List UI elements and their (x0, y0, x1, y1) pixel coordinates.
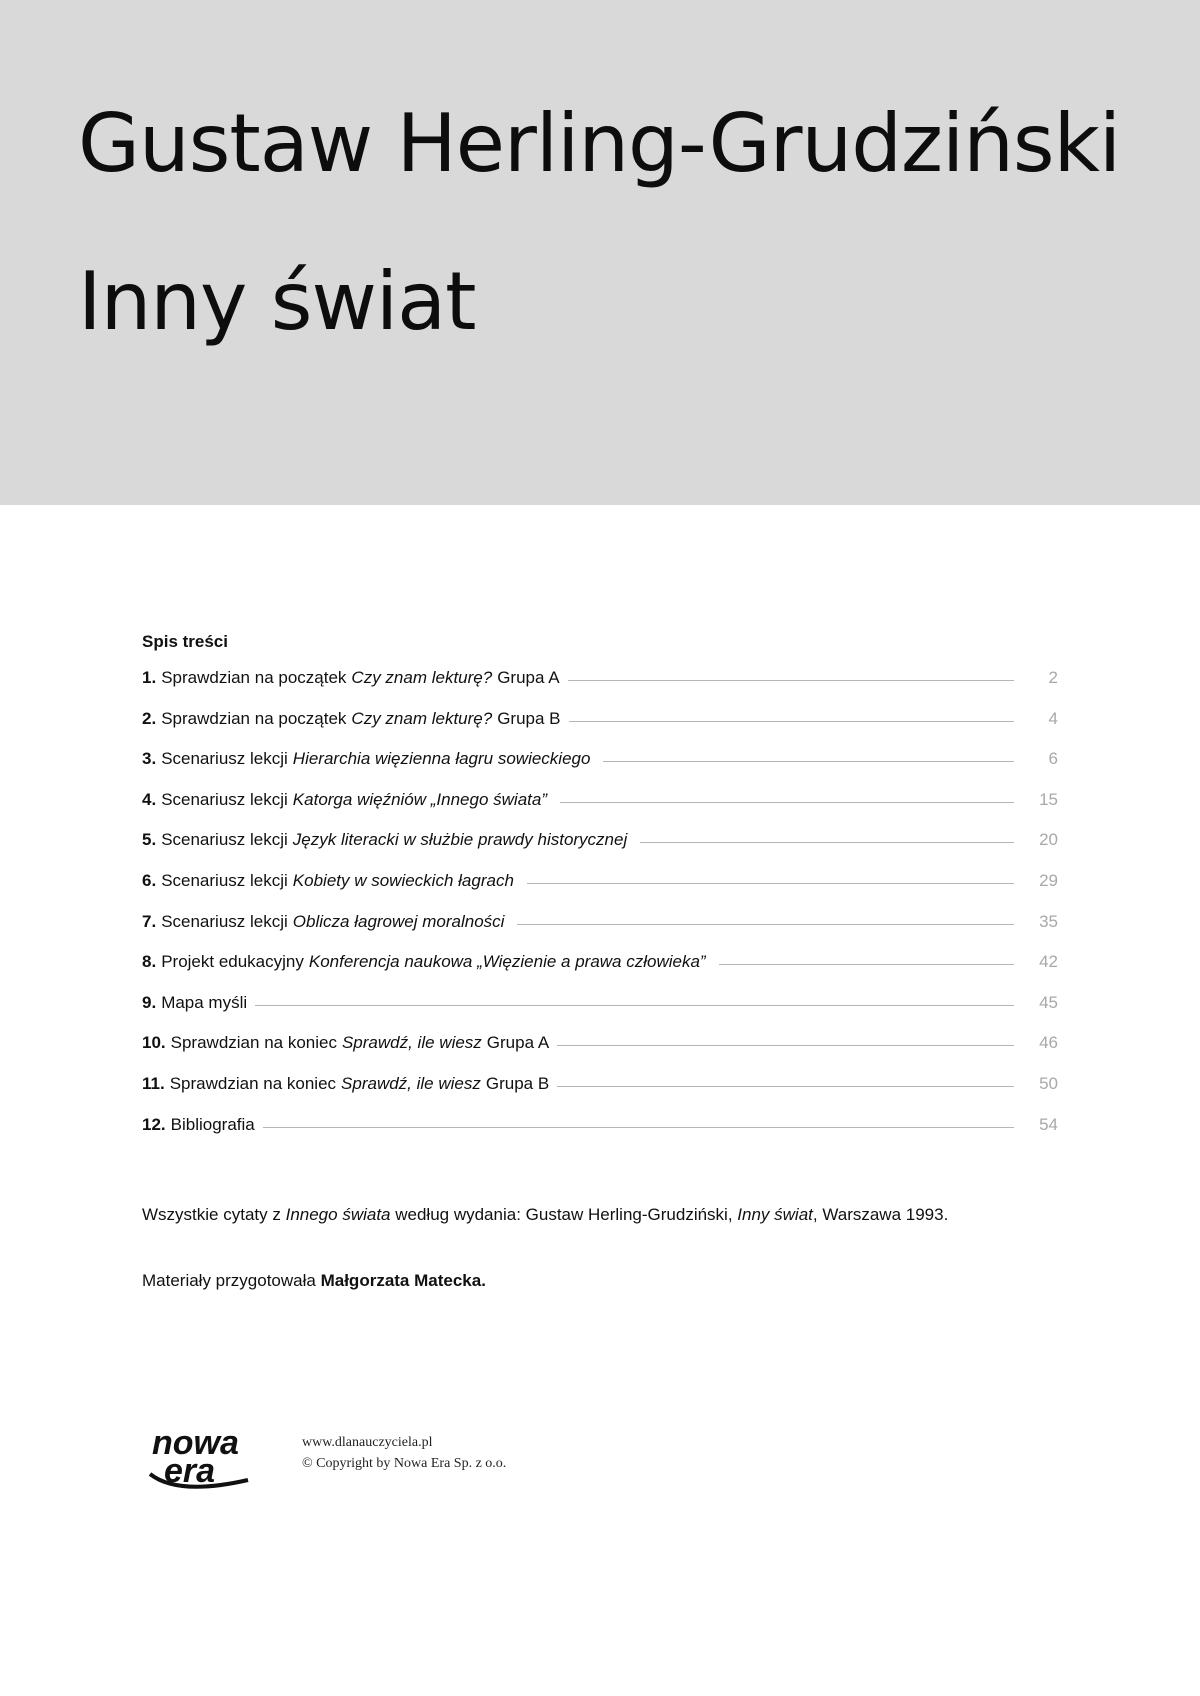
toc-item-label: Scenariusz lekcji (161, 870, 288, 890)
toc-leader-line (640, 842, 1014, 843)
toc-item-italic-title: Hierarchia więzienna łagru sowieckiego (292, 749, 591, 769)
toc-item-number: 9. (142, 992, 157, 1012)
toc-item-page: 2 (1048, 668, 1058, 687)
content (142, 628, 1058, 1291)
toc-leader-line (568, 680, 1014, 681)
toc-item[interactable] (142, 912, 1058, 953)
toc-item-label: Sprawdzian na koniec (169, 1073, 337, 1093)
note-italic: Inny świat (737, 1205, 813, 1225)
note-text: Wszystkie cytaty z (142, 1205, 281, 1225)
toc-item-page: 54 (1039, 1114, 1058, 1134)
note-text: , Warszawa 1993. (812, 1205, 949, 1225)
credits-prefix: Materiały przygotowała (142, 1271, 316, 1291)
toc-item-number: 8. (142, 952, 157, 972)
toc-item-label: Sprawdzian na początek (161, 668, 347, 687)
toc-item-number: 4. (142, 789, 157, 809)
author-title: Gustaw Herling-Grudziński (78, 97, 1121, 190)
toc-heading: Spis treści (142, 632, 228, 651)
toc-item-label: Scenariusz lekcji (161, 911, 288, 931)
toc-item-italic-title: Katorga więźniów „Innego świata” (292, 789, 547, 809)
toc-leader-line (263, 1127, 1014, 1128)
toc-item-suffix: Grupa B (497, 708, 561, 728)
toc-leader-line (517, 924, 1014, 925)
toc-item-italic-title: Czy znam lekturę? (351, 708, 493, 728)
toc-item[interactable] (142, 952, 1058, 993)
book-title: Inny świat (78, 255, 476, 348)
toc-item-label: Mapa myśli (161, 992, 248, 1012)
toc-item-label: Scenariusz lekcji (161, 789, 288, 809)
toc-item-italic-title: Oblicza łagrowej moralności (292, 911, 505, 931)
toc-leader-line (603, 761, 1014, 762)
toc-item-number: 12. (142, 1114, 166, 1134)
toc-item-italic-title: Czy znam lekturę? (351, 668, 493, 687)
toc-item-number: 5. (142, 830, 157, 850)
toc-list (142, 668, 1058, 1155)
toc-item[interactable] (142, 668, 1058, 709)
toc-item-number: 3. (142, 749, 157, 769)
toc-item-page: 4 (1048, 708, 1058, 728)
credits (142, 1271, 1058, 1291)
logo-word-era: era (164, 1452, 216, 1490)
toc-item[interactable] (142, 871, 1058, 912)
note-italic: Innego świata (285, 1205, 391, 1225)
toc-item-page: 50 (1039, 1073, 1058, 1093)
footer (148, 1424, 748, 1504)
toc-item-italic-title: Konferencja naukowa „Więzienie a prawa człowieka” (308, 952, 706, 972)
toc-leader-line (255, 1005, 1014, 1006)
toc-item-number: 10. (142, 1033, 166, 1053)
toc-item-label: Sprawdzian na koniec (170, 1033, 337, 1053)
toc-item-number: 7. (142, 911, 157, 931)
toc-item-italic-title: Sprawdź, ile wiesz (341, 1073, 481, 1093)
toc-item-page: 45 (1039, 992, 1058, 1012)
toc-item-suffix: Grupa A (486, 1033, 550, 1053)
toc-item-suffix: Grupa B (485, 1073, 550, 1093)
logo-word-nowa: nowa (152, 1424, 239, 1462)
toc-item-page: 15 (1039, 789, 1058, 809)
footer-text (302, 1432, 506, 1474)
toc-item[interactable] (142, 790, 1058, 831)
toc-item-label: Bibliografia (170, 1114, 255, 1134)
toc-item-page: 29 (1039, 870, 1058, 890)
website-link[interactable]: www.dlanauczyciela.pl (302, 1435, 433, 1450)
toc-item[interactable] (142, 993, 1058, 1034)
toc-item-label: Sprawdzian na początek (161, 708, 347, 728)
toc-item[interactable] (142, 709, 1058, 750)
header-band (0, 0, 1200, 505)
toc-leader-line (560, 802, 1014, 803)
toc-item-label: Scenariusz lekcji (161, 830, 288, 850)
toc-item[interactable] (142, 749, 1058, 790)
toc-item-italic-title: Język literacki w służbie prawdy historycznej (292, 830, 628, 850)
toc-item[interactable] (142, 830, 1058, 871)
nowa-era-logo (148, 1424, 258, 1494)
toc-item-italic-title: Sprawdź, ile wiesz (341, 1033, 482, 1053)
toc-item-number: 6. (142, 870, 157, 890)
toc-item[interactable] (142, 1115, 1058, 1156)
copyright-text: © Copyright by Nowa Era Sp. z o.o. (302, 1456, 507, 1471)
credits-author: Małgorzata Matecka. (320, 1271, 486, 1291)
toc-item-page: 20 (1039, 830, 1058, 850)
toc-item-page: 6 (1048, 749, 1058, 769)
toc-item-page: 46 (1039, 1033, 1058, 1053)
toc-leader-line (527, 883, 1014, 884)
toc-leader-line (557, 1045, 1014, 1046)
toc-item-label: Scenariusz lekcji (161, 749, 288, 769)
toc-item-page: 35 (1039, 911, 1058, 931)
toc-leader-line (719, 964, 1014, 965)
toc-item-italic-title: Kobiety w sowieckich łagrach (292, 870, 514, 890)
toc-item-label: Projekt edukacyjny (161, 952, 304, 972)
toc-leader-line (557, 1086, 1014, 1087)
toc-item[interactable] (142, 1074, 1058, 1115)
citation-note (142, 1195, 1058, 1235)
toc-item-page: 42 (1039, 952, 1058, 972)
toc-item-number: 11. (142, 1073, 165, 1093)
note-text: według wydania: Gustaw Herling-Grudziński, (395, 1205, 733, 1225)
toc-item-number: 1. (142, 668, 157, 687)
toc-leader-line (569, 721, 1014, 722)
toc-item-suffix: Grupa A (497, 668, 560, 687)
toc-item-number: 2. (142, 708, 157, 728)
toc-item[interactable] (142, 1033, 1058, 1074)
